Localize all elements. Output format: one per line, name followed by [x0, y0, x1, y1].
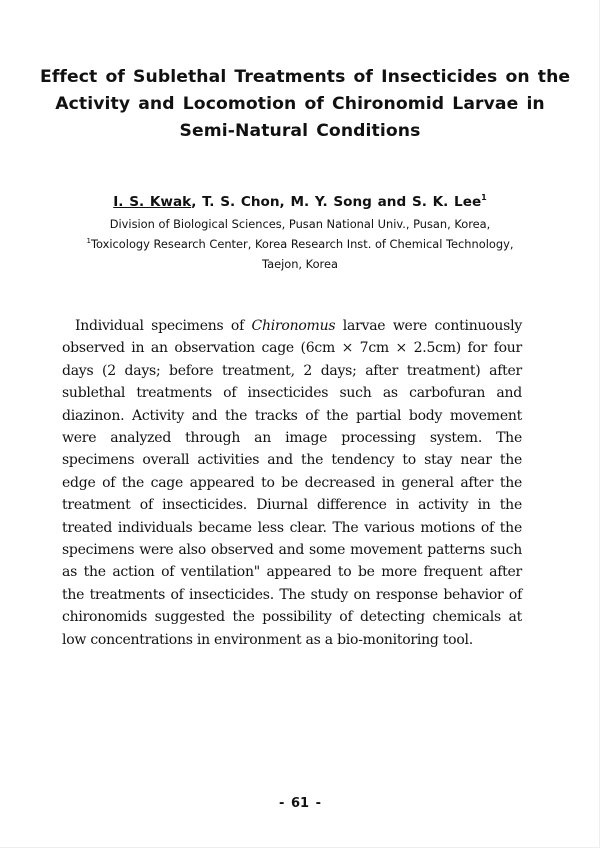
abstract-intro: Individual specimens of [75, 318, 252, 334]
affiliation-2-city: Taejon, Korea [262, 257, 338, 271]
affiliation-marker: 1 [481, 193, 487, 202]
page-number: - 61 - [279, 796, 321, 811]
abstract-paragraph [62, 315, 522, 651]
abstract-body: larvae were continuously observed in an observation cage (6cm × 7cm × 2.5cm) for four days (2 days; before treatment, 2 days; after treatment) after sublethal treatments of insecticides such as carbofuran and diazinon. Activity and the tracks of the partial body movement were analyzed through an image processing system. The specimens overall activities and the tendency to stay near the edge of the cage appeared to be decreased in general after the treatment of insecticides. Diurnal difference in activity in the treated individuals became less clear. The various motions of the specimens were also observed and some movement patterns such as the action of ventilation" appeared to be more frequent after the treatments of insecticides. The study on response behavior of chironomids suggested the possibility of detecting chemicals at low concentrations in environment as a bio-monitoring tool. [62, 318, 523, 648]
affiliation-marker: 1 [86, 237, 91, 245]
title-line-3: Semi-Natural Conditions [179, 121, 421, 141]
affiliation-1: Division of Biological Sciences, Pusan National Univ., Pusan, Korea, [109, 217, 491, 231]
title-line-2: Activity and Locomotion of Chironomid Larvae in [55, 94, 545, 114]
author-list [40, 192, 560, 212]
other-authors: , T. S. Chon, M. Y. Song and S. K. Lee [191, 194, 482, 210]
affiliation-2-text: Toxicology Research Center, Korea Research Inst. of Chemical Technology, [91, 237, 514, 251]
genus-name: Chironomus [251, 318, 336, 334]
paper-title [40, 64, 571, 145]
presenting-author: I. S. Kwak [113, 194, 192, 210]
title-line-1: Effect of Sublethal Treatments of Insecticides on the [40, 67, 571, 87]
affiliation-2 [40, 234, 560, 254]
